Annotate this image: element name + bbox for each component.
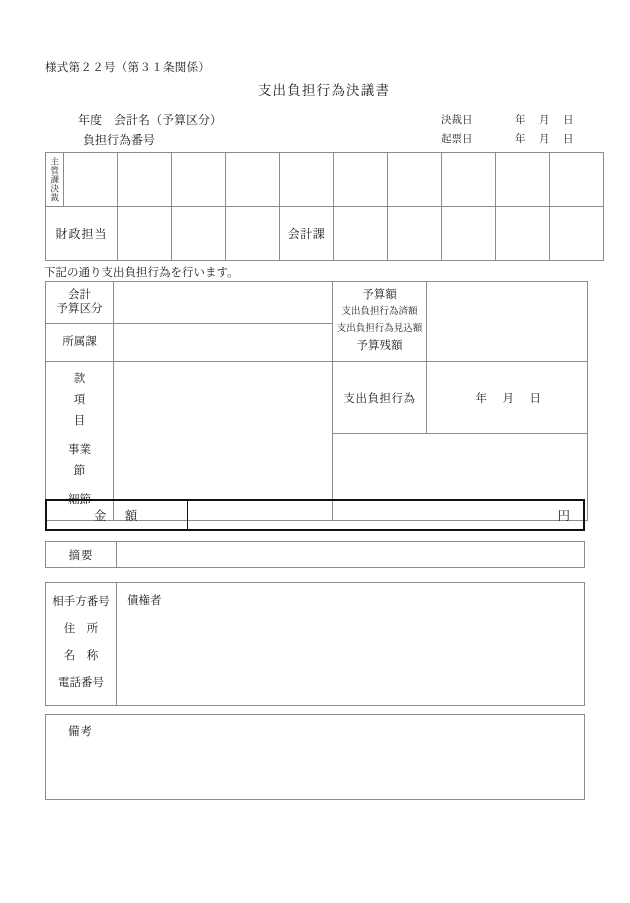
account-label-stack [46,286,113,319]
amounts-label-cell [333,282,427,362]
statement-text: 下記の通り支出負担行為を行います。 [44,267,239,279]
amounts-label-stack [333,282,426,361]
spacer [46,432,113,440]
draft-date-row [441,130,587,149]
draft-year: 年 [515,134,526,145]
commitment-number-line: 負担行為番号 [83,133,156,147]
amount-unit: 円 [557,509,570,523]
decision-date-row [441,111,587,130]
commitment-label-cell: 支出負担行為 [333,362,427,434]
approval-stamp-cell[interactable] [550,153,604,207]
approval-stamp-cell[interactable] [388,153,442,207]
amounts-value-cell[interactable] [427,282,588,362]
approval-vertical-label: 主管課決裁 [49,157,60,202]
budget-detail-table [45,281,588,521]
fiscal-year-account-line: 年度 会計名（予算区分） [78,113,223,127]
summary-label: 摘要 [46,542,117,568]
creditor-label-stack [46,583,116,705]
creditor-value-cell[interactable] [117,583,585,706]
account-label: 会計 [68,288,91,301]
approval-stamp-cell[interactable] [172,153,226,207]
finance-charge-label: 財政担当 [46,207,118,261]
commitment-date-cell[interactable] [427,362,588,434]
amount-row [46,500,584,530]
summary-row-table [45,541,585,568]
approval-stamp-cell[interactable] [496,153,550,207]
approval-stamp-cell[interactable] [334,153,388,207]
summary-row [46,542,585,568]
jigyo-label: 事業 [68,444,91,456]
partner-number-label: 相手方番号 [52,596,110,608]
approval-row-department [46,153,604,207]
saisetsu-label: 細節 [68,494,91,506]
decision-year: 年 [515,115,526,126]
accounting-stamp-cell[interactable] [388,207,442,261]
account-label-cell [46,282,114,324]
budget-row-account [46,282,588,324]
department-label: 所属課 [62,336,97,349]
draft-date-ymd [515,134,587,145]
moku-label: 目 [73,415,86,427]
finance-stamp-cell[interactable] [118,207,172,261]
amount-value-cell[interactable] [188,500,585,530]
approval-stamp-cell[interactable] [442,153,496,207]
creditor-heading: 債権者 [127,595,162,607]
phone-label: 電話番号 [58,677,104,689]
creditor-labels-cell [46,583,117,706]
budget-amount-label: 予算額 [362,289,397,301]
draft-date-label: 起票日 [441,134,473,145]
spacer [46,482,113,490]
approval-row-finance [46,207,604,261]
notes-label: 備考 [68,726,93,738]
classification-value-cell[interactable] [114,362,333,521]
classification-label-cell [46,362,114,521]
commitment-year: 年 [475,392,487,405]
classification-label-stack [46,362,113,520]
committed-amount-label: 支出負担行為済額 [341,307,418,317]
setsu-label: 節 [73,465,86,477]
commitment-day: 日 [529,392,541,405]
draft-month: 月 [539,134,550,145]
accounting-stamp-cell[interactable] [550,207,604,261]
approval-stamp-table [45,152,604,261]
approval-stamp-cell[interactable] [280,153,334,207]
approval-stamp-cell[interactable] [118,153,172,207]
accounting-stamp-cell[interactable] [496,207,550,261]
accounting-stamp-cell[interactable] [334,207,388,261]
creditor-table [45,582,585,706]
budget-row-classification [46,362,588,434]
approval-stamp-cell[interactable] [226,153,280,207]
approval-stamp-cell[interactable] [64,153,118,207]
remaining-amount-label: 予算残額 [356,340,403,352]
meta-left-block [78,110,222,150]
summary-value-cell[interactable] [117,542,585,568]
decision-date-ymd [515,115,587,126]
department-label-cell [46,323,114,361]
kan-label: 款 [73,373,86,385]
accounting-stamp-cell[interactable] [442,207,496,261]
meta-right-block [441,111,587,149]
notes-box[interactable] [45,714,585,800]
decision-date-label: 決裁日 [441,115,473,126]
expected-amount-label: 支出負担行為見込額 [336,324,423,334]
page-title: 支出負担行為決議書 [257,83,391,98]
budget-division-label: 予算区分 [56,302,103,315]
ko-label: 項 [73,394,86,406]
department-label-stack [46,332,113,352]
amount-row-table [45,499,585,531]
name-label: 名 称 [63,650,99,662]
creditor-row [46,583,585,706]
account-value-cell[interactable] [114,282,333,324]
commitment-month: 月 [502,392,514,405]
finance-stamp-cell[interactable] [226,207,280,261]
finance-stamp-cell[interactable] [172,207,226,261]
decision-month: 月 [539,115,550,126]
accounting-section-label: 会計課 [280,207,334,261]
approval-vertical-label-cell [46,153,64,207]
decision-day: 日 [563,115,574,126]
address-label: 住 所 [63,623,99,635]
form-number: 様式第２２号（第３１条関係） [45,62,211,74]
draft-day: 日 [563,134,574,145]
department-value-cell[interactable] [114,323,333,361]
amount-label: 金 額 [46,500,188,530]
